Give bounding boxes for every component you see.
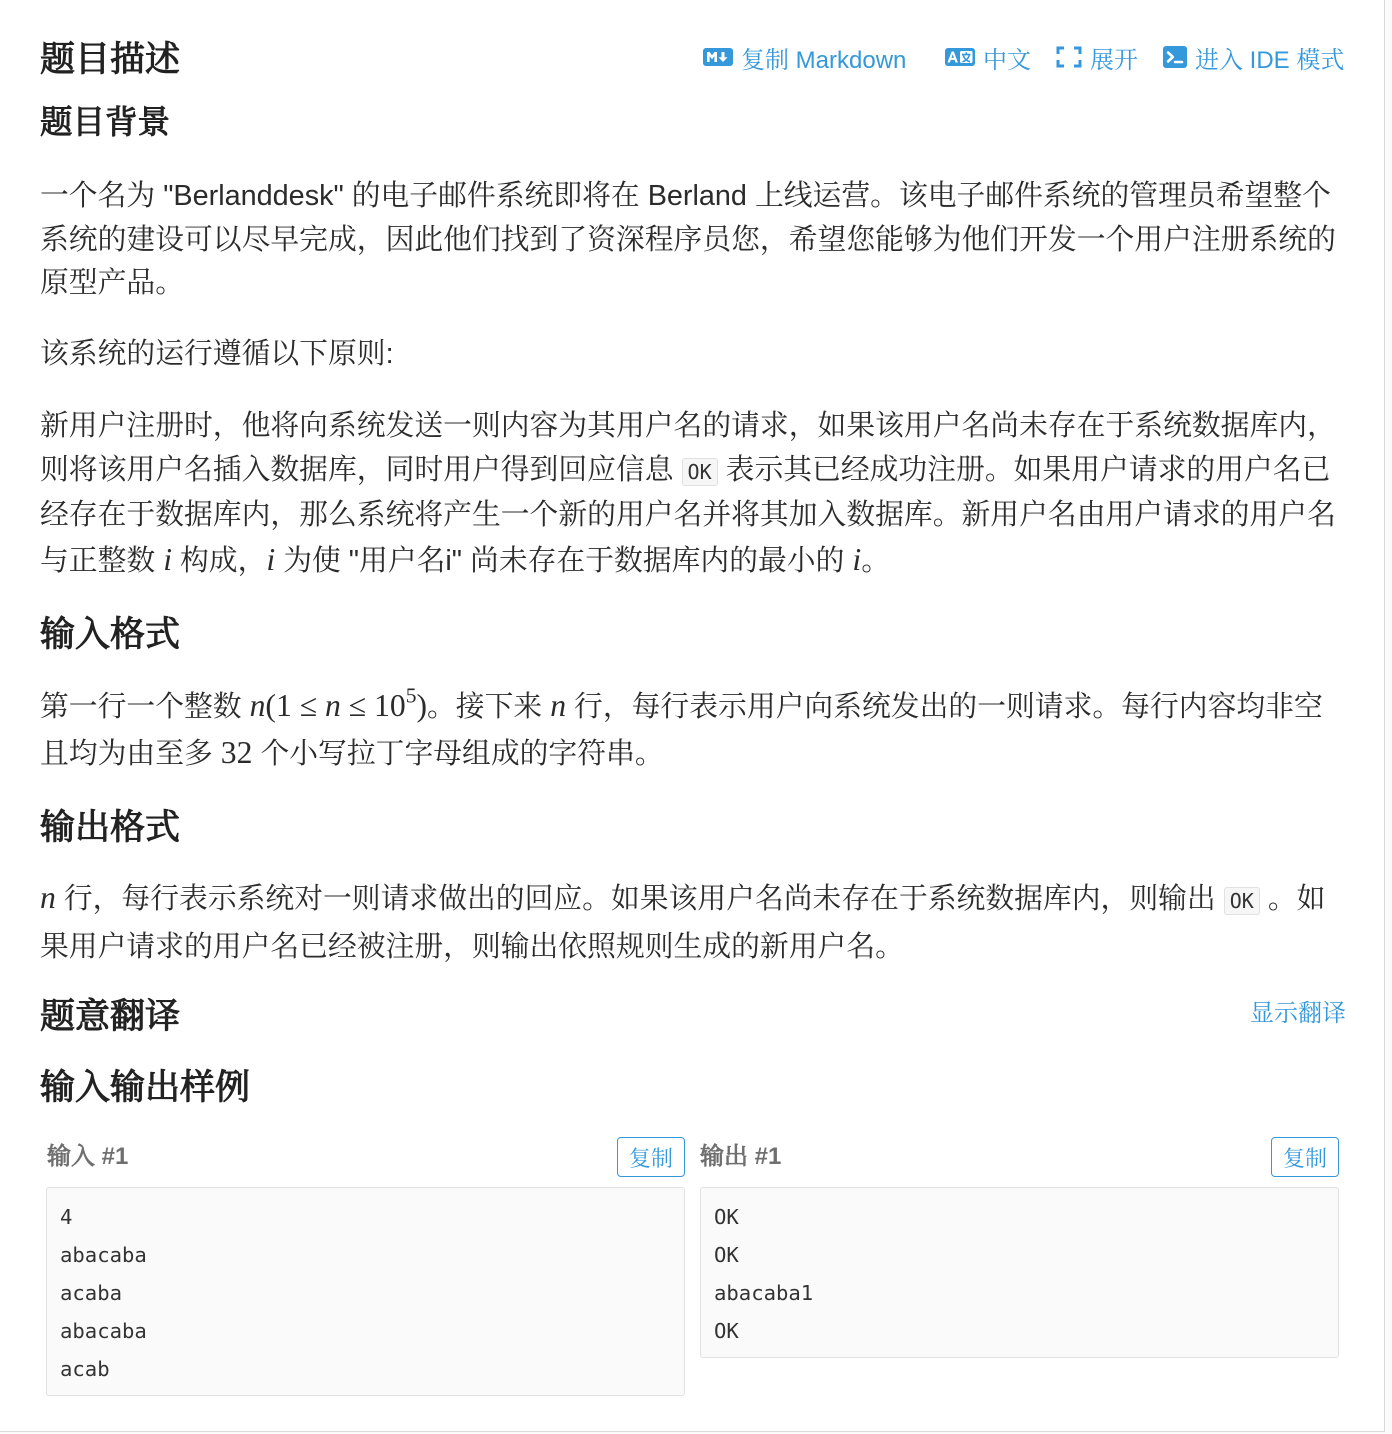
sample-output-line: OK xyxy=(714,1243,739,1267)
copy-output-button[interactable]: 复制 xyxy=(1271,1137,1339,1177)
rule-text: 为使 "用户名i" 尚未存在于数据库内的最小的 xyxy=(275,544,853,577)
problem-description-title: 题目描述 xyxy=(40,40,181,79)
format-text: 行，每行表示用户向系统发出的一则请求。每行内容均非空且均为由至多 xyxy=(40,691,1323,770)
sample-input-line: 4 xyxy=(60,1205,73,1229)
sample-output-line: OK xyxy=(714,1205,739,1229)
sample-input-line: acab xyxy=(60,1357,110,1381)
format-text: 。接下来 xyxy=(427,691,551,723)
inline-code-ok: OK xyxy=(1224,887,1260,915)
terminal-icon xyxy=(1163,46,1187,68)
expand-icon xyxy=(1056,46,1082,68)
math-variable-n: n xyxy=(550,688,567,723)
sample-input-line: abacaba xyxy=(60,1319,147,1343)
math-variable-n: n xyxy=(40,880,56,915)
math-variable-i: i xyxy=(266,541,276,577)
rule-text: 。 xyxy=(861,544,891,577)
math-variable-i: i xyxy=(163,541,172,577)
ide-mode-label: 进入 IDE 模式 xyxy=(1195,46,1345,74)
sample-input-line: abacaba xyxy=(60,1243,147,1267)
math-operator: (1 ≤ xyxy=(265,688,325,723)
expand-label: 展开 xyxy=(1090,46,1138,74)
sample-output-line: abacaba1 xyxy=(714,1281,814,1305)
copy-markdown-button[interactable] xyxy=(703,40,906,74)
sample-input-line: acaba xyxy=(60,1281,122,1305)
copy-markdown-label: 复制 Markdown xyxy=(741,46,907,74)
math-variable-n: n xyxy=(325,688,341,723)
format-text: 第一行一个整数 xyxy=(40,691,250,723)
terminal-icon-body xyxy=(1163,46,1187,68)
copy-input-button[interactable]: 复制 xyxy=(617,1137,685,1177)
background-paragraph-2: 该系统的运行遵循以下原则: xyxy=(40,338,394,370)
format-text: 行，每行表示系统对一则请求做出的回应。如果该用户名尚未存在于系统数据库内，则输出 xyxy=(55,883,1224,915)
ide-mode-button[interactable] xyxy=(1163,40,1344,74)
rule-text: 表示其已经成功注册。如果用户请求的用户名已经存在于数据库内，那么系统将产生一个新的用户名并将其加入数据库。新用户名由用户请求的用户名与正整数 xyxy=(40,453,1336,577)
rule-text: 新用户注册时，他将向系统发送一则内容为其用户名的请求，如果该用户名尚未存在于系统数据库内，则将该用户名插入数据库，同时用户得到回应信息 xyxy=(40,410,1336,486)
sample-input-label: 输入 #1 xyxy=(47,1143,129,1170)
rule-text: 构成， xyxy=(172,544,267,577)
format-text: 。如果用户请求的用户名已经被注册，则输出依照规则生成的新用户名。 xyxy=(40,883,1326,963)
input-format-title: 输入格式 xyxy=(40,615,181,654)
translate-icon xyxy=(945,48,975,66)
expand-icon-corners xyxy=(1058,48,1080,66)
math-number: 32 xyxy=(220,735,253,770)
math-constraint xyxy=(249,683,427,723)
expand-button[interactable] xyxy=(1056,40,1138,74)
language-toggle-button[interactable] xyxy=(945,40,1031,74)
math-variable-n: n xyxy=(249,688,266,723)
sample-input-box xyxy=(46,1187,685,1396)
math-variable-i: i xyxy=(852,541,862,577)
show-translation-link[interactable]: 显示翻译 xyxy=(1250,1000,1346,1027)
output-format-title: 输出格式 xyxy=(40,808,181,847)
translation-title: 题意翻译 xyxy=(40,997,181,1036)
language-label: 中文 xyxy=(983,46,1031,74)
background-title: 题目背景 xyxy=(40,104,171,140)
output-format-text xyxy=(40,875,1338,970)
sample-output-label: 输出 #1 xyxy=(700,1143,782,1170)
sample-output-line: OK xyxy=(714,1319,739,1343)
background-paragraph-1: 一个名为 "Berlanddesk" 的电子邮件系统即将在 Berland 上线运营。该电子邮件系统的管理员希望整个系统的建设可以尽早完成，因此他们找到了资深程序员您，希望您能够为他们开发一个用户注册系统的原型产品。 xyxy=(40,180,1336,299)
samples-title: 输入输出样例 xyxy=(40,1068,251,1107)
input-format-text xyxy=(40,683,1338,777)
background-paragraph-3 xyxy=(40,405,1338,583)
format-text: 个小写拉丁字母组成的字符串。 xyxy=(252,738,664,770)
math-exponent: 5 xyxy=(405,683,417,708)
markdown-icon xyxy=(703,48,733,66)
inline-code-ok: OK xyxy=(682,458,718,486)
math-operator: ≤ 10 xyxy=(340,688,406,723)
math-operator: ) xyxy=(416,688,427,723)
sample-output-box xyxy=(700,1187,1339,1358)
